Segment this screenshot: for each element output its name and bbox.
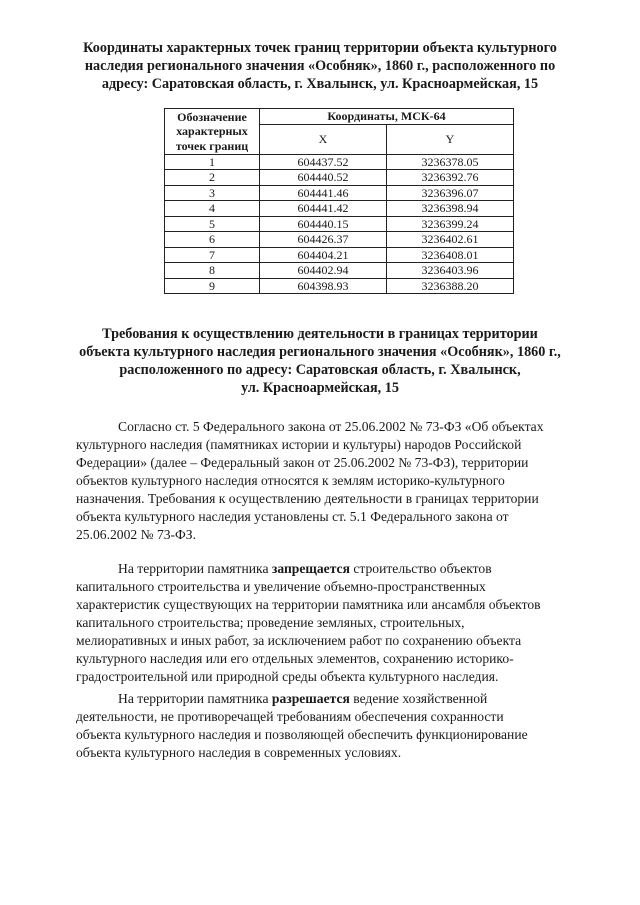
text-run: На территории памятника xyxy=(118,561,272,576)
paragraph-line: 25.06.2002 № 73-ФЗ. xyxy=(76,527,197,542)
requirements-heading xyxy=(60,325,580,397)
table-row xyxy=(165,154,514,170)
y-cell: 3236378.05 xyxy=(387,154,514,170)
paragraph-line: капитального строительства; проведение земляных, строительных, xyxy=(76,615,465,630)
table-row xyxy=(165,232,514,248)
y-cell: 3236396.07 xyxy=(387,185,514,201)
point-designation-header xyxy=(165,109,260,155)
y-cell: 3236392.76 xyxy=(387,170,514,186)
x-cell: 604440.52 xyxy=(260,170,387,186)
heading-line: Требования к осуществлению деятельности в границах территории xyxy=(102,326,538,342)
x-cell: 604441.46 xyxy=(260,185,387,201)
header-line: характерных xyxy=(176,124,248,138)
table-row xyxy=(165,278,514,294)
prohibited-keyword: запрещается xyxy=(271,561,350,576)
paragraph-line: объекта культурного наследия установлены ст. 5.1 Федерального закона от xyxy=(76,509,509,524)
table-row xyxy=(165,201,514,217)
x-cell: 604437.52 xyxy=(260,154,387,170)
heading-line: ул. Красноармейская, 15 xyxy=(241,380,399,396)
text-run: ведение хозяйственной xyxy=(349,691,488,706)
paragraph-line: назначения. Требования к осуществлению деятельности в границах территории xyxy=(76,491,539,506)
paragraph-line: объекта культурного наследия в современных условиях. xyxy=(76,745,402,760)
paragraph-line: объектов культурного наследия относятся к землям историко-культурного xyxy=(76,473,505,488)
heading-line: наследия регионального значения «Особняк», 1860 г., расположенного по xyxy=(84,58,556,74)
paragraph-line: характеристик существующих на территории памятника или ансамбля объектов xyxy=(76,597,541,612)
paragraph-line: Федерации» (далее – Федеральный закон от 25.06.2002 № 73-ФЗ), территории xyxy=(76,455,529,470)
paragraph-line: капитального строительства и увеличение объемно-пространственных xyxy=(76,579,486,594)
point-cell: 7 xyxy=(165,247,260,263)
paragraph-line: градостроительной или природной среды объекта культурного наследия. xyxy=(76,669,499,684)
paragraph-line: деятельности, не противоречащей требованиям обеспечения сохранности xyxy=(76,709,504,724)
law-reference-paragraph xyxy=(76,418,600,544)
x-cell: 604404.21 xyxy=(260,247,387,263)
point-cell: 2 xyxy=(165,170,260,186)
x-cell: 604398.93 xyxy=(260,278,387,294)
paragraph-line: объекта культурного наследия и позволяющей обеспечить функционирование xyxy=(76,727,528,742)
prohibited-activities-paragraph xyxy=(76,560,600,686)
paragraph-line: мелиоративных и иных работ, за исключением работ по сохранению объекта xyxy=(76,633,522,648)
table-row xyxy=(165,170,514,186)
y-cell: 3236403.96 xyxy=(387,263,514,279)
text-run: строительство объектов xyxy=(349,561,492,576)
x-cell: 604426.37 xyxy=(260,232,387,248)
paragraph-first-line xyxy=(76,690,600,708)
heading-line: расположенного по адресу: Саратовская область, г. Хвалынск, xyxy=(119,362,521,378)
table-row xyxy=(165,263,514,279)
x-column-header: X xyxy=(260,124,387,154)
header-line: точек границ xyxy=(175,138,249,153)
heading-line: Координаты характерных точек границ территории объекта культурного xyxy=(83,40,557,56)
coordinates-group-header: Координаты, МСК-64 xyxy=(260,109,514,125)
point-cell: 3 xyxy=(165,185,260,201)
point-cell: 4 xyxy=(165,201,260,217)
x-cell: 604402.94 xyxy=(260,263,387,279)
table-row xyxy=(165,216,514,232)
permitted-keyword: разрешается xyxy=(271,691,350,706)
table-row xyxy=(165,185,514,201)
paragraph-line: Согласно ст. 5 Федерального закона от 25.06.2002 № 73-ФЗ «Об объектах xyxy=(118,419,544,434)
y-cell: 3236388.20 xyxy=(387,278,514,294)
header-line: Обозначение xyxy=(177,109,247,124)
heading-line: адресу: Саратовская область, г. Хвалынск, ул. Красноармейская, 15 xyxy=(101,76,539,92)
paragraph-line: культурного наследия или его отдельных элементов, сохранению историко- xyxy=(76,651,514,666)
permitted-activities-paragraph xyxy=(76,690,600,762)
y-cell: 3236399.24 xyxy=(387,216,514,232)
y-cell: 3236398.94 xyxy=(387,201,514,217)
y-cell: 3236402.61 xyxy=(387,232,514,248)
y-column-header: Y xyxy=(387,124,514,154)
point-cell: 9 xyxy=(165,278,260,294)
table-row xyxy=(165,247,514,263)
x-cell: 604441.42 xyxy=(260,201,387,217)
paragraph-line: культурного наследия (памятниках истории и культуры) народов Российской xyxy=(76,437,522,452)
point-cell: 6 xyxy=(165,232,260,248)
point-cell: 8 xyxy=(165,263,260,279)
heading-line: объекта культурного наследия регионального значения «Особняк», 1860 г., xyxy=(79,344,561,360)
coordinates-heading xyxy=(60,39,580,93)
coordinates-table xyxy=(164,108,514,294)
paragraph-first-line xyxy=(76,560,600,578)
point-cell: 1 xyxy=(165,154,260,170)
x-cell: 604440.15 xyxy=(260,216,387,232)
point-cell: 5 xyxy=(165,216,260,232)
y-cell: 3236408.01 xyxy=(387,247,514,263)
text-run: На территории памятника xyxy=(118,691,272,706)
